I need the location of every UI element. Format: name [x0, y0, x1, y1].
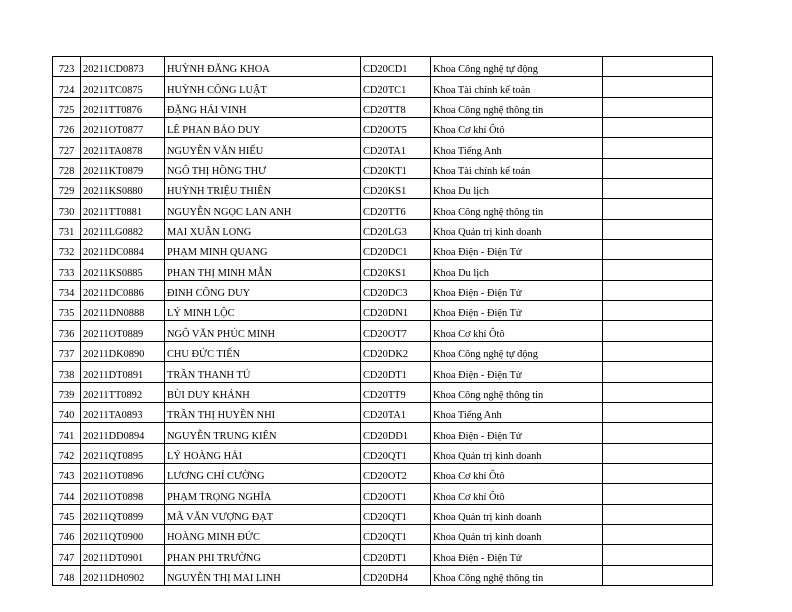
note-cell: [603, 77, 713, 97]
row-number: 732: [53, 240, 81, 260]
student-name: NGÔ THỊ HỒNG THƯ: [165, 158, 361, 178]
note-cell: [603, 138, 713, 158]
class-code: CD20TT8: [361, 97, 431, 117]
student-id: 20211TT0876: [81, 97, 165, 117]
faculty-name: Khoa Điện - Điện Tử: [431, 240, 603, 260]
student-name: NGÔ VĂN PHÚC MINH: [165, 321, 361, 341]
student-name: ĐẶNG HẢI VINH: [165, 97, 361, 117]
row-number: 742: [53, 443, 81, 463]
table-row: [53, 138, 713, 158]
faculty-name: Khoa Điện - Điện Tử: [431, 280, 603, 300]
student-name: ĐINH CÔNG DUY: [165, 280, 361, 300]
student-id: 20211TC0875: [81, 77, 165, 97]
table-row: [53, 382, 713, 402]
student-name: TRẦN THỊ HUYỀN NHI: [165, 402, 361, 422]
note-cell: [603, 463, 713, 483]
student-id: 20211TT0881: [81, 199, 165, 219]
student-id: 20211DH0902: [81, 565, 165, 585]
row-number: 735: [53, 301, 81, 321]
student-name: PHAN THỊ MINH MẪN: [165, 260, 361, 280]
class-code: CD20TA1: [361, 138, 431, 158]
faculty-name: Khoa Tài chính kế toán: [431, 77, 603, 97]
table-row: [53, 362, 713, 382]
table-row: [53, 402, 713, 422]
class-code: CD20OT7: [361, 321, 431, 341]
student-id: 20211CD0873: [81, 57, 165, 77]
faculty-name: Khoa Quản trị kinh doanh: [431, 524, 603, 544]
note-cell: [603, 199, 713, 219]
table-row: [53, 260, 713, 280]
note-cell: [603, 219, 713, 239]
row-number: 731: [53, 219, 81, 239]
faculty-name: Khoa Công nghệ thông tin: [431, 199, 603, 219]
note-cell: [603, 321, 713, 341]
note-cell: [603, 240, 713, 260]
table-row: [53, 219, 713, 239]
faculty-name: Khoa Công nghệ tự động: [431, 57, 603, 77]
row-number: 733: [53, 260, 81, 280]
note-cell: [603, 565, 713, 585]
faculty-name: Khoa Tài chính kế toán: [431, 158, 603, 178]
class-code: CD20OT1: [361, 484, 431, 504]
student-name: LÝ MINH LỘC: [165, 301, 361, 321]
faculty-name: Khoa Du lịch: [431, 260, 603, 280]
class-code: CD20DT1: [361, 545, 431, 565]
table-row: [53, 179, 713, 199]
student-id: 20211OT0889: [81, 321, 165, 341]
class-code: CD20DT1: [361, 362, 431, 382]
student-id: 20211DC0886: [81, 280, 165, 300]
faculty-name: Khoa Điện - Điện Tử: [431, 301, 603, 321]
class-code: CD20QT1: [361, 524, 431, 544]
faculty-name: Khoa Quản trị kinh doanh: [431, 504, 603, 524]
row-number: 726: [53, 118, 81, 138]
faculty-name: Khoa Quản trị kinh doanh: [431, 443, 603, 463]
student-id: 20211QT0900: [81, 524, 165, 544]
note-cell: [603, 484, 713, 504]
student-id: 20211KT0879: [81, 158, 165, 178]
student-name: NGUYỄN VĂN HIẾU: [165, 138, 361, 158]
note-cell: [603, 362, 713, 382]
student-id: 20211DC0884: [81, 240, 165, 260]
row-number: 745: [53, 504, 81, 524]
note-cell: [603, 423, 713, 443]
table-row: [53, 423, 713, 443]
class-code: CD20TT9: [361, 382, 431, 402]
class-code: CD20KT1: [361, 158, 431, 178]
student-list-body: [53, 57, 713, 586]
faculty-name: Khoa Công nghệ thông tin: [431, 382, 603, 402]
student-id: 20211TT0892: [81, 382, 165, 402]
faculty-name: Khoa Điện - Điện Tử: [431, 545, 603, 565]
row-number: 741: [53, 423, 81, 443]
faculty-name: Khoa Điện - Điện Tử: [431, 423, 603, 443]
row-number: 729: [53, 179, 81, 199]
row-number: 727: [53, 138, 81, 158]
note-cell: [603, 118, 713, 138]
class-code: CD20DC3: [361, 280, 431, 300]
table-row: [53, 504, 713, 524]
table-row: [53, 463, 713, 483]
row-number: 725: [53, 97, 81, 117]
student-id: 20211DT0891: [81, 362, 165, 382]
class-code: CD20DC1: [361, 240, 431, 260]
student-name: MAI XUÂN LONG: [165, 219, 361, 239]
student-id: 20211OT0896: [81, 463, 165, 483]
row-number: 740: [53, 402, 81, 422]
student-id: 20211DN0888: [81, 301, 165, 321]
note-cell: [603, 545, 713, 565]
row-number: 724: [53, 77, 81, 97]
table-row: [53, 77, 713, 97]
table-row: [53, 280, 713, 300]
note-cell: [603, 382, 713, 402]
table-row: [53, 321, 713, 341]
student-id: 20211QT0895: [81, 443, 165, 463]
faculty-name: Khoa Tiếng Anh: [431, 402, 603, 422]
row-number: 747: [53, 545, 81, 565]
table-row: [53, 565, 713, 585]
table-row: [53, 341, 713, 361]
note-cell: [603, 524, 713, 544]
faculty-name: Khoa Tiếng Anh: [431, 138, 603, 158]
class-code: CD20TT6: [361, 199, 431, 219]
student-name: MÃ VĂN VƯỢNG ĐẠT: [165, 504, 361, 524]
row-number: 723: [53, 57, 81, 77]
note-cell: [603, 443, 713, 463]
student-id: 20211TA0878: [81, 138, 165, 158]
class-code: CD20QT1: [361, 504, 431, 524]
student-name: NGUYỄN NGỌC LAN ANH: [165, 199, 361, 219]
student-list-table: [52, 56, 713, 586]
student-id: 20211LG0882: [81, 219, 165, 239]
note-cell: [603, 260, 713, 280]
class-code: CD20TA1: [361, 402, 431, 422]
student-name: PHẠM MINH QUANG: [165, 240, 361, 260]
class-code: CD20LG3: [361, 219, 431, 239]
row-number: 746: [53, 524, 81, 544]
row-number: 737: [53, 341, 81, 361]
row-number: 748: [53, 565, 81, 585]
faculty-name: Khoa Cơ khí Ôtô: [431, 118, 603, 138]
student-id: 20211TA0893: [81, 402, 165, 422]
row-number: 743: [53, 463, 81, 483]
student-id: 20211QT0899: [81, 504, 165, 524]
row-number: 730: [53, 199, 81, 219]
row-number: 739: [53, 382, 81, 402]
faculty-name: Khoa Công nghệ thông tin: [431, 97, 603, 117]
note-cell: [603, 402, 713, 422]
student-id: 20211KS0885: [81, 260, 165, 280]
student-name: HUỲNH ĐĂNG KHOA: [165, 57, 361, 77]
table-row: [53, 118, 713, 138]
row-number: 744: [53, 484, 81, 504]
student-name: HUỲNH TRIỆU THIÊN: [165, 179, 361, 199]
faculty-name: Khoa Du lịch: [431, 179, 603, 199]
note-cell: [603, 341, 713, 361]
class-code: CD20TC1: [361, 77, 431, 97]
row-number: 736: [53, 321, 81, 341]
student-name: TRẦN THANH TÚ: [165, 362, 361, 382]
table-row: [53, 158, 713, 178]
faculty-name: Khoa Công nghệ thông tin: [431, 565, 603, 585]
student-name: HOÀNG MINH ĐỨC: [165, 524, 361, 544]
note-cell: [603, 158, 713, 178]
class-code: CD20OT2: [361, 463, 431, 483]
student-name: CHU ĐỨC TIẾN: [165, 341, 361, 361]
student-name: LƯƠNG CHÍ CƯỜNG: [165, 463, 361, 483]
table-row: [53, 199, 713, 219]
row-number: 734: [53, 280, 81, 300]
note-cell: [603, 57, 713, 77]
table-row: [53, 484, 713, 504]
student-name: HUỲNH CÔNG LUẬT: [165, 77, 361, 97]
faculty-name: Khoa Quản trị kinh doanh: [431, 219, 603, 239]
student-name: NGUYỄN THỊ MAI LINH: [165, 565, 361, 585]
student-name: PHAN PHI TRƯỜNG: [165, 545, 361, 565]
student-name: BÙI DUY KHÁNH: [165, 382, 361, 402]
faculty-name: Khoa Công nghệ tự động: [431, 341, 603, 361]
student-name: LÊ PHAN BẢO DUY: [165, 118, 361, 138]
class-code: CD20DD1: [361, 423, 431, 443]
table-row: [53, 97, 713, 117]
class-code: CD20DH4: [361, 565, 431, 585]
student-id: 20211DT0901: [81, 545, 165, 565]
table-row: [53, 443, 713, 463]
class-code: CD20DN1: [361, 301, 431, 321]
note-cell: [603, 179, 713, 199]
student-id: 20211DD0894: [81, 423, 165, 443]
class-code: CD20KS1: [361, 179, 431, 199]
table-row: [53, 524, 713, 544]
class-code: CD20KS1: [361, 260, 431, 280]
table-row: [53, 301, 713, 321]
student-name: NGUYỄN TRUNG KIÊN: [165, 423, 361, 443]
note-cell: [603, 280, 713, 300]
class-code: CD20DK2: [361, 341, 431, 361]
row-number: 738: [53, 362, 81, 382]
table-row: [53, 545, 713, 565]
student-name: PHẠM TRỌNG NGHĨA: [165, 484, 361, 504]
table-row: [53, 240, 713, 260]
note-cell: [603, 97, 713, 117]
faculty-name: Khoa Cơ khí Ôtô: [431, 463, 603, 483]
student-id: 20211KS0880: [81, 179, 165, 199]
student-name: LÝ HOÀNG HẢI: [165, 443, 361, 463]
student-id: 20211OT0898: [81, 484, 165, 504]
class-code: CD20CD1: [361, 57, 431, 77]
row-number: 728: [53, 158, 81, 178]
faculty-name: Khoa Cơ khí Ôtô: [431, 484, 603, 504]
faculty-name: Khoa Cơ khí Ôtô: [431, 321, 603, 341]
student-id: 20211DK0890: [81, 341, 165, 361]
class-code: CD20OT5: [361, 118, 431, 138]
note-cell: [603, 301, 713, 321]
student-id: 20211OT0877: [81, 118, 165, 138]
note-cell: [603, 504, 713, 524]
faculty-name: Khoa Điện - Điện Tử: [431, 362, 603, 382]
table-row: [53, 57, 713, 77]
class-code: CD20QT1: [361, 443, 431, 463]
